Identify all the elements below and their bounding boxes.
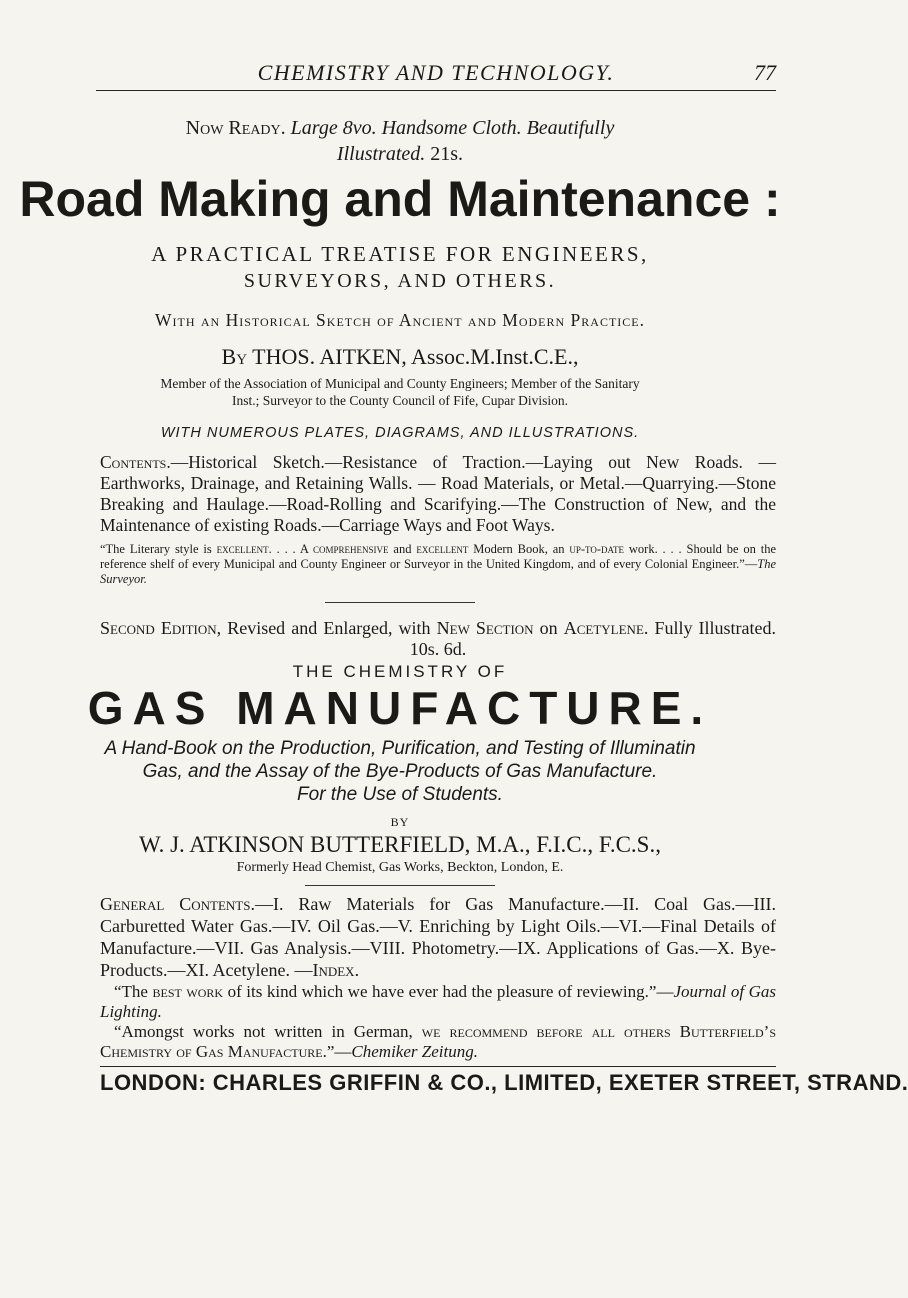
ad1-review-part: work. . . . Should be on the reference shelf of every Municipal and County Engineer or Surveyor in the United Kingdom, and of every Colonial Engineer.”— — [100, 542, 777, 571]
ad1-now-ready: Now Ready. — [185, 117, 286, 139]
section-divider — [305, 885, 495, 886]
running-head-title: CHEMISTRY AND TECHNOLOGY. — [257, 60, 615, 85]
ad2-review2-book: Butterfield’s Chemistry of Gas Manufacture — [100, 1022, 777, 1061]
ad1-illustrations-note: WITH NUMEROUS PLATES, DIAGRAMS, AND ILLUSTRATIONS. — [160, 425, 640, 441]
ad1-review-emphasis: excellent. — [216, 542, 272, 556]
ad1-beauty: Beautifully — [526, 117, 615, 139]
ad2-review1-part: “The — [114, 982, 148, 1001]
ad1-review-emphasis: excellent — [416, 542, 469, 556]
ad2-review1-source: Journal of Gas Lighting. — [100, 982, 777, 1021]
ad2-by: BY — [390, 815, 410, 829]
ad1-review-part: and — [393, 542, 412, 556]
ad1-availability-line — [0, 117, 800, 140]
ad2-contents — [100, 893, 776, 981]
ad1-illustrated-line — [0, 143, 800, 166]
ad2-contents-label: General Contents. — [100, 894, 255, 914]
ad1-review — [100, 542, 776, 587]
ad1-subtitle-line1: A PRACTICAL TREATISE FOR ENGINEERS, — [151, 242, 649, 266]
ad2-book-title: GAS MANUFACTURE. — [87, 682, 713, 734]
footer-rule — [100, 1066, 776, 1067]
ad1-credentials-line2: Inst.; Surveyor to the County Council of Fife, Cupar Division. — [232, 393, 568, 408]
ad2-review2 — [100, 1022, 776, 1062]
ad1-price: 21s. — [430, 143, 464, 165]
ad2-edition-label: Second Edition — [100, 618, 217, 638]
ad2-acetylene: Acetylene — [563, 618, 644, 638]
ad1-review-emphasis: comprehensive — [313, 542, 389, 556]
ad1-book-title: Road Making and Maintenance : — [19, 171, 781, 227]
ad1-contents — [100, 452, 776, 536]
ad1-review-part: Modern Book, an — [473, 542, 565, 556]
ad2-description-line2: Gas, and the Assay of the Bye-Products of Gas Manufacture. — [142, 761, 658, 782]
ad1-review-source: The Surveyor. — [100, 557, 776, 586]
page-number: 77 — [754, 60, 776, 85]
section-divider — [325, 602, 475, 603]
ad2-review1-emphasis: best work — [152, 982, 224, 1001]
ad2-review1-part: of its kind which we have ever had the pleasure of reviewing.”— — [227, 982, 674, 1001]
ad2-author-credentials: Formerly Head Chemist, Gas Works, Beckton, London, E. — [236, 860, 564, 875]
ad2-review2-emphasis: we recommend before all others — [421, 1022, 671, 1041]
ad2-edition-note — [100, 618, 776, 660]
ad1-review-emphasis: up-to-date — [569, 542, 625, 556]
ad1-credentials-line1: Member of the Association of Municipal and County Engineers; Member of the Sanitary — [160, 376, 640, 391]
publisher-imprint: LONDON: CHARLES GRIFFIN & CO., LIMITED, EXETER STREET, STRAND. — [100, 1070, 908, 1095]
ad2-description-line3: For the Use of Students. — [297, 784, 503, 805]
ad1-author-line — [0, 344, 800, 370]
ad2-review2-part: “Amongst works not written in German, — [114, 1022, 413, 1041]
running-head — [96, 60, 776, 91]
ad1-review-part: “The Literary style is — [100, 542, 212, 556]
ad1-subtitle-line2: SURVEYORS, AND OTHERS. — [243, 270, 557, 292]
ad2-title-prefix: THE CHEMISTRY OF — [292, 662, 508, 681]
ad2-edition-text: . Fully Illustrated. 10s. 6d. — [409, 618, 777, 659]
ad2-edition-text: , Revised and Enlarged, with — [216, 618, 431, 638]
ad2-author: W. J. ATKINSON BUTTERFIELD, M.A., F.I.C., F.C.S., — [139, 832, 661, 857]
ad2-new-section: New Section — [436, 618, 534, 638]
ad2-description-line1: A Hand-Book on the Production, Purification, and Testing of Illuminatin — [104, 738, 696, 759]
ad2-review2-source: Chemiker Zeitung. — [351, 1042, 478, 1061]
ad1-binding: Handsome Cloth. — [381, 117, 522, 139]
ad1-review-part: . . . A — [276, 542, 309, 556]
ad1-historical-sketch: With an Historical Sketch of Ancient and Modern Practice. — [155, 310, 645, 330]
ad1-author: THOS. AITKEN, Assoc.M.Inst.C.E., — [252, 344, 579, 369]
ad1-contents-text: —Historical Sketch.—Resistance of Traction.—Laying out New Roads. — Earthworks, Drainage, and Retaining Walls. — Road Materials, or Metal.—Quarrying.—Stone Breaking and Haulage.—Road-Rolling and Scarifying.—The Construction of New, and the Maintenance of existing Roads.—Carriage Ways and Foot Ways. — [100, 452, 776, 535]
ad1-format: Large 8vo. — [290, 117, 377, 139]
ad2-contents-text: —I. Raw Materials for Gas Manufacture.—II. Coal Gas.—III. Carburetted Water Gas.—IV. Oil Gas.—V. Enriching by Light Oils.—VI.—Final Details of Manufacture.—VII. Gas Analysis.—VIII. Photometry.—IX. Applications of Gas.—X. Bye-Products.—XI. Acetylene. — — [100, 894, 776, 980]
ad1-by: By — [221, 344, 248, 369]
ad2-index-label: Index. — [312, 960, 360, 980]
ad2-edition-text: on — [539, 618, 558, 638]
ad1-contents-label: Contents. — [100, 452, 171, 472]
ad2-review2-part: .”— — [322, 1042, 352, 1061]
ad1-illustrated: Illustrated. — [336, 143, 426, 165]
ad2-review1 — [100, 982, 776, 1022]
